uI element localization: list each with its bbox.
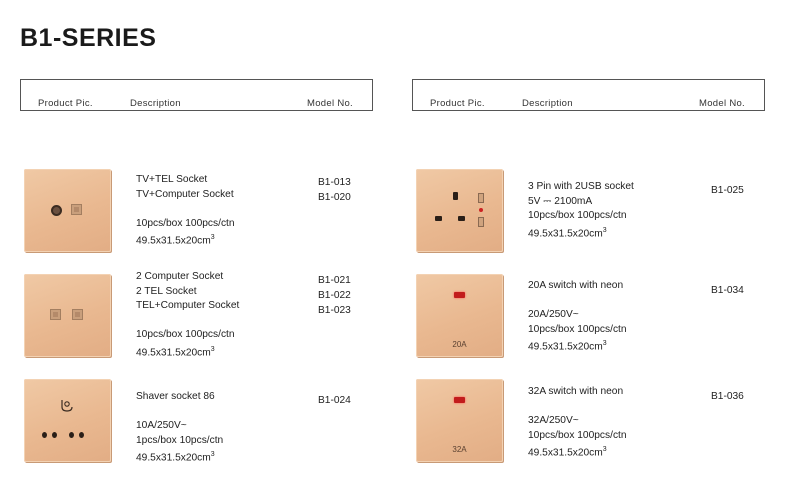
rj-port-icon	[50, 309, 61, 320]
product-description: 2 Computer Socket 2 TEL Socket TEL+Computer Socket 10pcs/box 100pcs/ctn $49.5x31.5x20cm^3$	[136, 271, 240, 358]
indicator-light-icon	[479, 208, 483, 212]
20a-switch-image	[416, 274, 503, 357]
product-description: TV+TEL Socket TV+Computer Socket 10pcs/box 100pcs/ctn $49.5x31.5x20cm^3$	[136, 174, 235, 247]
model-numbers: B1-034	[711, 285, 744, 296]
usb-port-icon	[478, 193, 484, 203]
usb-socket-image	[416, 169, 503, 252]
product-description: 3 Pin with 2USB socket 5V ⎓ 2100mA 10pcs/box 100pcs/ctn $49.5x31.5x20cm^3$	[528, 181, 634, 239]
plate-label: 32A	[452, 445, 467, 454]
product-description: 20A switch with neon 20A/250V~ 10pcs/box 100pcs/ctn $49.5x31.5x20cm^3$	[528, 280, 627, 353]
32a-switch-image	[416, 379, 503, 462]
rj-port-icon	[71, 204, 82, 215]
product-description: 32A switch with neon 32A/250V~ 10pcs/box 100pcs/ctn $49.5x31.5x20cm^3$	[528, 386, 627, 459]
page-title: B1-SERIES	[20, 24, 157, 52]
earth-pin-icon	[453, 192, 458, 200]
model-numbers: B1-036	[711, 391, 744, 402]
shaver-socket-image	[24, 379, 111, 462]
plate-label: 20A	[452, 340, 467, 349]
model-numbers: B1-021 B1-022 B1-023	[318, 275, 351, 316]
model-numbers: B1-025	[711, 185, 744, 196]
header-description: Description	[522, 98, 573, 109]
shaver-pins-icon	[42, 432, 66, 438]
table-header-left	[20, 79, 373, 111]
model-numbers: B1-024	[318, 395, 351, 406]
table-header-right	[412, 79, 765, 111]
header-product-pic: Product Pic.	[430, 98, 485, 109]
usb-port-icon	[478, 217, 484, 227]
model-numbers: B1-013 B1-020	[318, 177, 351, 203]
neon-indicator-icon	[454, 397, 465, 403]
header-model-no: Model No.	[699, 98, 745, 109]
coax-port-icon	[51, 205, 62, 216]
header-product-pic: Product Pic.	[38, 98, 93, 109]
neon-indicator-icon	[454, 292, 465, 298]
header-model-no: Model No.	[307, 98, 353, 109]
live-pin-icon	[435, 216, 442, 221]
rj-port-icon	[72, 309, 83, 320]
computer-tel-socket-image	[24, 274, 111, 357]
tv-tel-socket-image	[24, 169, 111, 252]
product-description: Shaver socket 86 10A/250V~ 1pcs/box 10pcs/ctn $49.5x31.5x20cm^3$	[136, 391, 224, 464]
shaver-icon	[58, 398, 76, 414]
neutral-pin-icon	[458, 216, 465, 221]
header-description: Description	[130, 98, 181, 109]
shaver-pins-icon	[69, 432, 93, 438]
